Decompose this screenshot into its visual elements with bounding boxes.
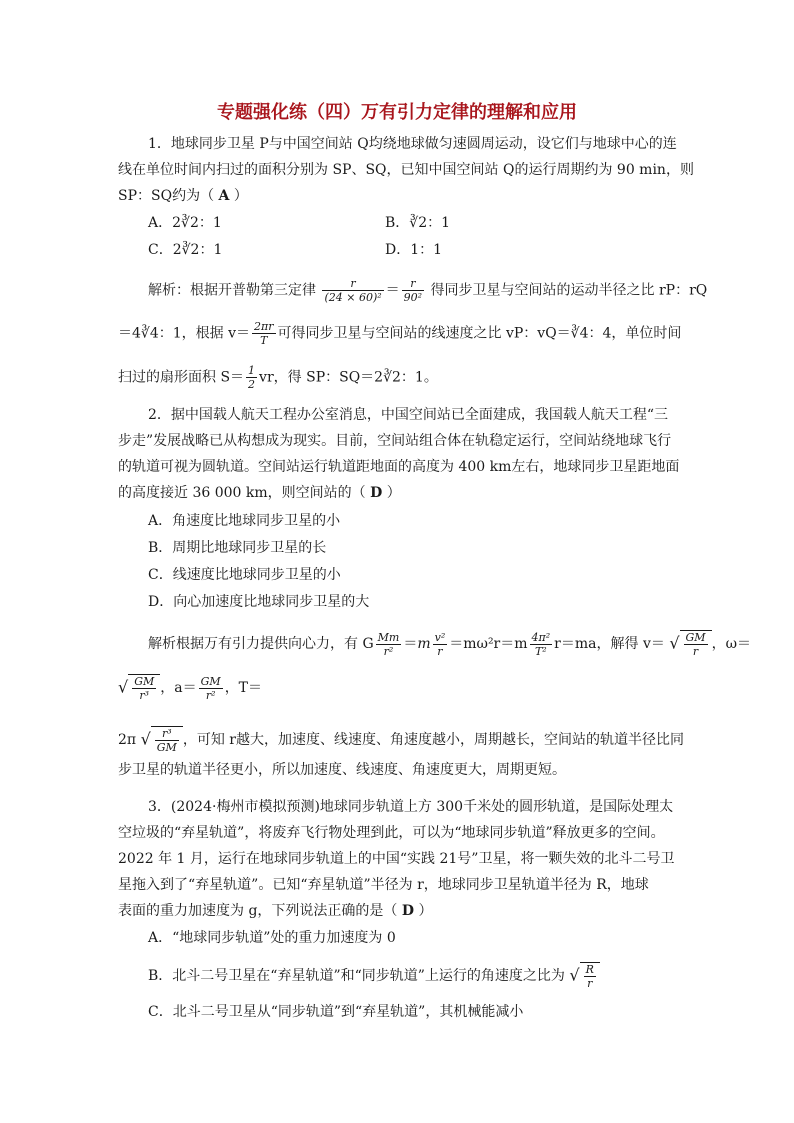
frac-den: r (433, 644, 448, 658)
period-fraction (530, 631, 553, 658)
q3-option-b-text: B．北斗二号卫星在“弃星轨道”和“同步轨道”上运行的角速度之比为 (148, 968, 565, 984)
equals-sign: ＝ (403, 636, 418, 652)
q1-analysis-text3: ＝4∛4：1，根据 v＝ (118, 325, 251, 342)
q2-analysis-text1: 解析根据万有引力提供向心力，有 G (148, 636, 374, 652)
q1-analysis-line1 (148, 277, 707, 304)
frac-den: 2 (248, 378, 256, 391)
kepler-fraction-2 (402, 277, 424, 304)
q3-stem-line3: 2022 年 1 月，运行在地球同步轨道上的中国“实践 21号”卫星，将一颗失效的北斗二号卫 (118, 851, 675, 867)
q2-option-d: D．向心加速度比地球同步卫星的大 (148, 594, 370, 610)
q1-stem-text: SP：SQ约为（ (118, 188, 215, 204)
kepler-fraction-1 (322, 277, 383, 304)
q1-option-a: A．2∛2：1 (148, 215, 222, 231)
frac-num: v² (434, 630, 446, 644)
half-fraction (246, 364, 257, 391)
q3-option-b (148, 962, 600, 990)
gravity-fraction (376, 631, 402, 658)
q2-analysis-t: ，T＝ (224, 680, 263, 696)
frac-den: T (252, 333, 276, 347)
ma-term: r＝ma (554, 636, 597, 652)
q2-stem-line3: 的轨道可视为圆轨道。空间站运行轨道距地面的高度为 400 km左右，地球同步卫星距地面 (118, 459, 680, 475)
frac-den: r² (199, 688, 223, 702)
q1-analysis-text1: 解析：根据开普勒第三定律 (148, 282, 316, 299)
frac-num: r (350, 277, 356, 290)
q2-option-a: A．角速度比地球同步卫星的小 (148, 513, 341, 529)
frac-den: 90² (403, 291, 423, 304)
omega-term: ＝mω²r＝m (449, 636, 528, 652)
accel-fraction (199, 675, 223, 702)
frac-num: r³ (161, 727, 172, 740)
q2-option-b: B．周期比地球同步卫星的长 (148, 540, 327, 556)
q1-analysis-text5: 扫过的扇形面积 S＝ (118, 369, 245, 386)
q1-answer: A (218, 188, 230, 204)
frac-num: R (585, 963, 594, 976)
sqrt-R-r: √ $\frac{R}{r}$ (569, 962, 600, 990)
q2-stem-line4 (118, 483, 401, 503)
frac-num: GM (200, 674, 221, 688)
q3-stem-line5 (118, 901, 432, 921)
q3-stem-line1: 3．(2024·梅州市模拟预测)地球同步轨道上方 300千米处的圆形轨道，是国际处理太 (148, 799, 674, 815)
frac-num: 2πr (254, 320, 274, 333)
frac-den: GM (156, 741, 177, 754)
q1-stem-line3 (118, 186, 248, 206)
q2-answer: D (370, 485, 383, 501)
q3-option-a: A．“地球同步轨道”处的重力加速度为 0 (148, 930, 396, 946)
frac-den: (24 × 60)² (324, 291, 382, 304)
frac-num: 1 (248, 364, 256, 377)
velocity-fraction (252, 320, 276, 347)
q3-stem-line4: 星拖入到了“弃星轨道”。已知“弃星轨道”半径为 r，地球同步卫星轨道半径为 R，地球 (118, 877, 649, 893)
q1-analysis-text6: vr，得 SP：SQ＝2∛2：1。 (259, 369, 438, 386)
q2-stem-line1: 2．据中国载人航天工程办公室消息，中国空间站已全面建成，我国载人航天工程“三 (148, 407, 669, 423)
frac-num: r (410, 277, 416, 290)
two-pi: 2π (118, 732, 137, 748)
q1-analysis-text4: 可得同步卫星与空间站的线速度之比 vP：vQ＝∛4：4，单位时间 (277, 325, 682, 342)
equals-sign: ＝ (385, 282, 400, 299)
q1-stem-line1: 1．地球同步卫星 P与中国空间站 Q均绕地球做匀速圆周运动，设它们与地球中心的连 (148, 136, 677, 152)
frac-den: r (684, 644, 708, 658)
q1-close: ） (233, 188, 248, 204)
q2-stem-line2: 步走”发展战略已从构想成为现实。目前，空间站组合体在轨稳定运行，空间站绕地球飞行 (118, 433, 672, 449)
q2-analysis-line3 (118, 726, 684, 754)
sqrt-gm-r3: √ $\frac{GM}{\text{r³}}$ (118, 674, 160, 702)
q3-option-c: C．北斗二号卫星从“同步轨道”到“弃星轨道”，其机械能减小 (148, 1004, 524, 1020)
q2-close: ） (386, 485, 401, 501)
q2-analysis-line4: 步卫星的轨道半径更小，所以加速度、线速度、角速度更大，周期更短。 (118, 762, 566, 778)
q1-stem-line2: 线在单位时间内扫过的面积分别为 SP、SQ，已知中国空间站 Q的运行周期约为 90 min，则 (118, 162, 694, 178)
q1-option-c: C．2∛2：1 (148, 242, 223, 258)
q3-stem-line2: 空垃圾的“弃星轨道”，将废弃飞行物处理到此，可以为“地球同步轨道”释放更多的空间。 (118, 825, 665, 841)
q3-stem-text: 表面的重力加速度为 g，下列说法正确的是（ (118, 903, 398, 919)
v2-fraction (433, 631, 448, 658)
q2-analysis-line1: 解析根据万有引力提供向心力，有 G $\frac{Mm}{\text{r²}}$ ＝m $\frac{\text{v²}}{r}$ ＝mω²r＝m $\frac{\text{4π²}}{\text{T²}}$ r＝ma，解得 v＝ √ $\frac{GM}{r}$ ，ω＝ (148, 630, 751, 658)
q1-analysis-text2: 得同步卫星与空间站的运动半径之比 rP：rQ (430, 282, 708, 299)
q2-analysis-a: ，a＝ (160, 680, 197, 696)
frac-den: r² (376, 644, 402, 658)
q1-option-d: D．1：1 (385, 242, 443, 258)
frac-den: r³ (132, 688, 156, 702)
q2-analysis-text4: ，可知 r越大，加速度、线速度、角速度越小，周期越长，空间站的轨道半径比同 (182, 732, 684, 748)
frac-num: GM (134, 675, 155, 688)
frac-num: Mm (377, 630, 400, 644)
q2-analysis-text3: ，ω＝ (711, 636, 751, 652)
q1-analysis-line2 (118, 320, 681, 347)
sqrt-r3-gm: √ $\frac{\text{r³}}{GM}$ (141, 726, 183, 754)
sqrt-gm-r: √ $\frac{GM}{r}$ (669, 630, 711, 658)
frac-num: GM (685, 631, 706, 644)
q1-option-b: B．∛2：1 (385, 215, 451, 231)
q2-option-c: C．线速度比地球同步卫星的小 (148, 567, 341, 583)
page-title: 专题强化练（四）万有引力定律的理解和应用 (217, 102, 577, 123)
q2-analysis-text2: ，解得 v＝ (596, 636, 665, 652)
frac-den: r (584, 976, 596, 990)
frac-num: 4π² (531, 630, 551, 644)
q2-stem-text: 的高度接近 36 000 km，则空间站的（ (118, 485, 366, 501)
q2-analysis-line2 (118, 674, 262, 702)
q3-answer: D (401, 903, 415, 919)
q1-analysis-line3 (118, 364, 438, 391)
q3-close: ） (418, 903, 433, 919)
frac-den: T² (530, 644, 553, 658)
